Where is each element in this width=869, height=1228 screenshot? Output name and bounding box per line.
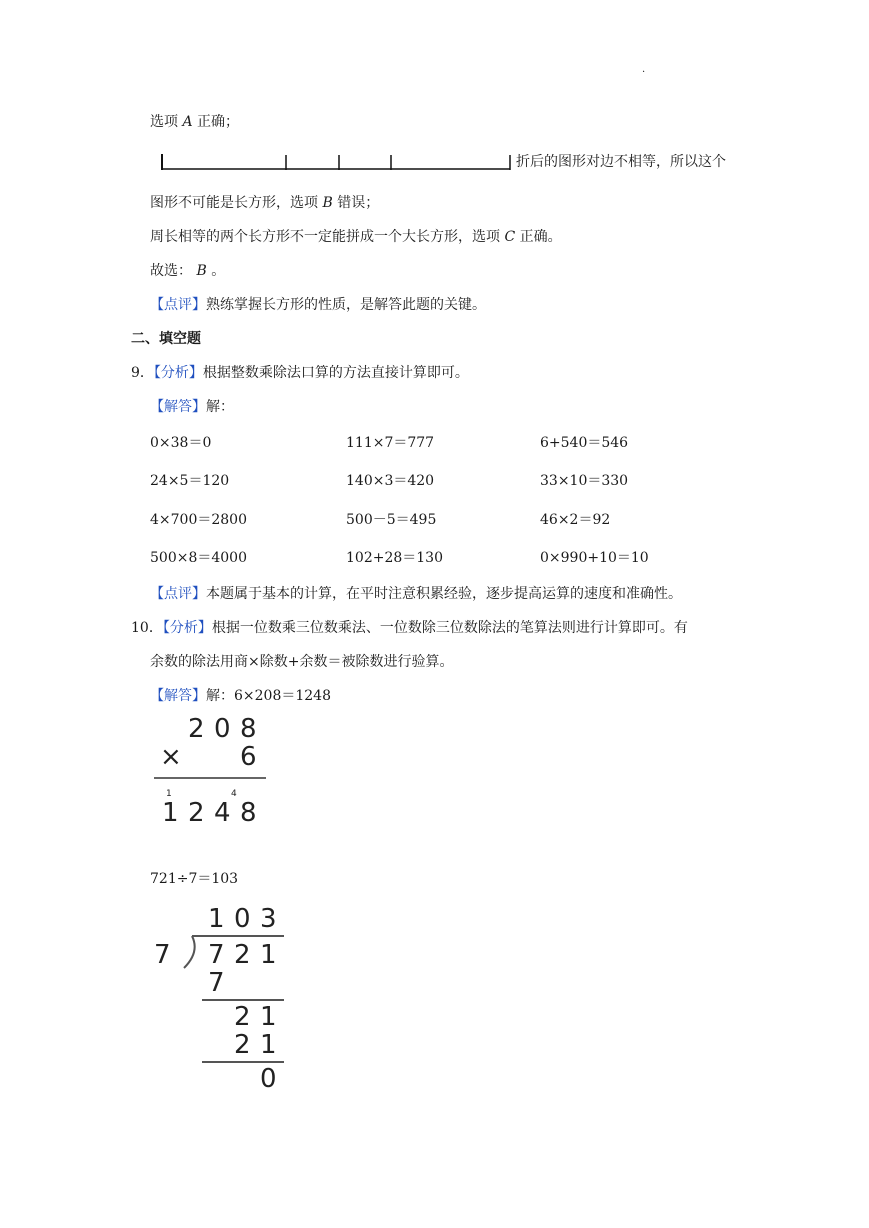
multiply-sign: × [160, 742, 182, 772]
product-digit: 1 [162, 798, 179, 828]
product-digit: 4 [214, 798, 231, 828]
calc-cell: 24×5＝120 [150, 473, 230, 489]
calc-cell: 6+540＝546 [540, 435, 629, 451]
quotient-digit: 0 [234, 904, 251, 934]
q9-answer-line [150, 397, 234, 417]
division-bar [192, 935, 284, 937]
dividend-digit: 7 [208, 940, 225, 970]
text: 图形不可能是长方形，选项 [150, 195, 318, 211]
q9-analysis-line [131, 363, 469, 383]
dividend-digit: 2 [234, 940, 251, 970]
answer-tag: 【解答】 [150, 688, 206, 704]
calc-cell: 500－5＝495 [346, 512, 437, 528]
text: 错误； [337, 195, 380, 211]
answer-choice-line [150, 261, 225, 281]
calc-cell: 0×38＝0 [150, 435, 212, 451]
calc-cell: 33×10＝330 [540, 473, 629, 489]
division-label: 721÷7＝103 [150, 871, 239, 887]
option-a-line [150, 112, 239, 132]
q10-analysis-line-2: 余数的除法用商×除数+余数＝被除数进行验算。 [150, 654, 454, 670]
analysis-tag: 【分析】 [153, 365, 203, 381]
text: 。 [211, 263, 226, 279]
multiplication-rule [154, 777, 266, 779]
division-bracket [178, 935, 196, 969]
calc-cell: 140×3＝420 [346, 473, 435, 489]
question-number: 10． [131, 620, 163, 636]
final-remainder-digit: 0 [260, 1064, 277, 1094]
multiplicand-digit: 8 [240, 714, 257, 744]
product-digit: 8 [240, 798, 257, 828]
option-var: A [182, 114, 193, 130]
quotient-digit: 3 [260, 904, 277, 934]
multiplicand-digit: 0 [214, 714, 231, 744]
analysis-tag: 【分析】 [162, 620, 212, 636]
remainder-digit: 1 [260, 1002, 277, 1032]
figure-text: 折后的图形对边不相等，所以这个 [516, 154, 726, 170]
divisor-digit: 7 [154, 940, 171, 970]
quotient-digit: 1 [208, 904, 225, 934]
section-title: 二、填空题 [131, 331, 201, 347]
option-var: B [196, 263, 207, 279]
calc-cell: 0×990+10＝10 [540, 550, 649, 566]
option-b-line [150, 193, 379, 213]
vertical-multiplication [152, 713, 270, 833]
header-mark: . [642, 64, 646, 75]
analysis-text: 根据一位数乘三位数乘法、一位数除三位数除法的笔算法则进行计算即可。有 [211, 620, 688, 636]
review-text: 本题属于基本的计算，在平时注意积累经验，逐步提高运算的速度和准确性。 [206, 586, 682, 602]
review-tag: 【点评】 [150, 297, 206, 313]
answer-tag: 【解答】 [150, 399, 206, 415]
division-rule [202, 999, 284, 1001]
option-var: B [322, 195, 333, 211]
answer-text: 解： [206, 399, 234, 415]
text: 故选： [150, 263, 192, 279]
multiplicand-digit: 2 [188, 714, 205, 744]
review-tag: 【点评】 [150, 586, 206, 602]
calc-cell: 4×700＝2800 [150, 512, 247, 528]
carry-digit: 4 [231, 789, 237, 799]
review-text: 熟练掌握长方形的性质，是解答此题的关键。 [206, 297, 486, 313]
subtract-digit: 1 [260, 1030, 277, 1060]
subtract-digit: 7 [208, 968, 225, 998]
text: 选项 [150, 114, 178, 130]
long-division [150, 903, 290, 1093]
multiplier-digit: 6 [240, 742, 257, 772]
review-line-q8 [150, 295, 486, 315]
q9-review-line [150, 584, 682, 604]
folded-segment-figure [158, 150, 514, 174]
remainder-digit: 2 [234, 1002, 251, 1032]
subtract-digit: 2 [234, 1030, 251, 1060]
text: 周长相等的两个长方形不一定能拼成一个大长方形，选项 [150, 229, 500, 245]
question-number: 9． [131, 365, 154, 381]
calc-cell: 102+28＝130 [346, 550, 443, 566]
calc-cell: 46×2＝92 [540, 512, 611, 528]
analysis-text: 根据整数乘除法口算的方法直接计算即可。 [202, 365, 469, 381]
dividend-digit: 1 [260, 940, 277, 970]
calc-cell: 111×7＝777 [346, 435, 435, 451]
option-c-line [150, 227, 562, 247]
division-rule [202, 1061, 284, 1063]
calc-cell: 500×8＝4000 [150, 550, 247, 566]
option-var: C [504, 229, 516, 245]
product-digit: 2 [188, 798, 205, 828]
text: 正确； [197, 114, 240, 130]
carry-digit: 1 [166, 789, 172, 799]
q10-analysis-line [131, 618, 688, 638]
answer-text: 解：6×208＝1248 [206, 688, 331, 704]
q10-answer-line [150, 686, 331, 706]
text: 正确。 [519, 229, 562, 245]
